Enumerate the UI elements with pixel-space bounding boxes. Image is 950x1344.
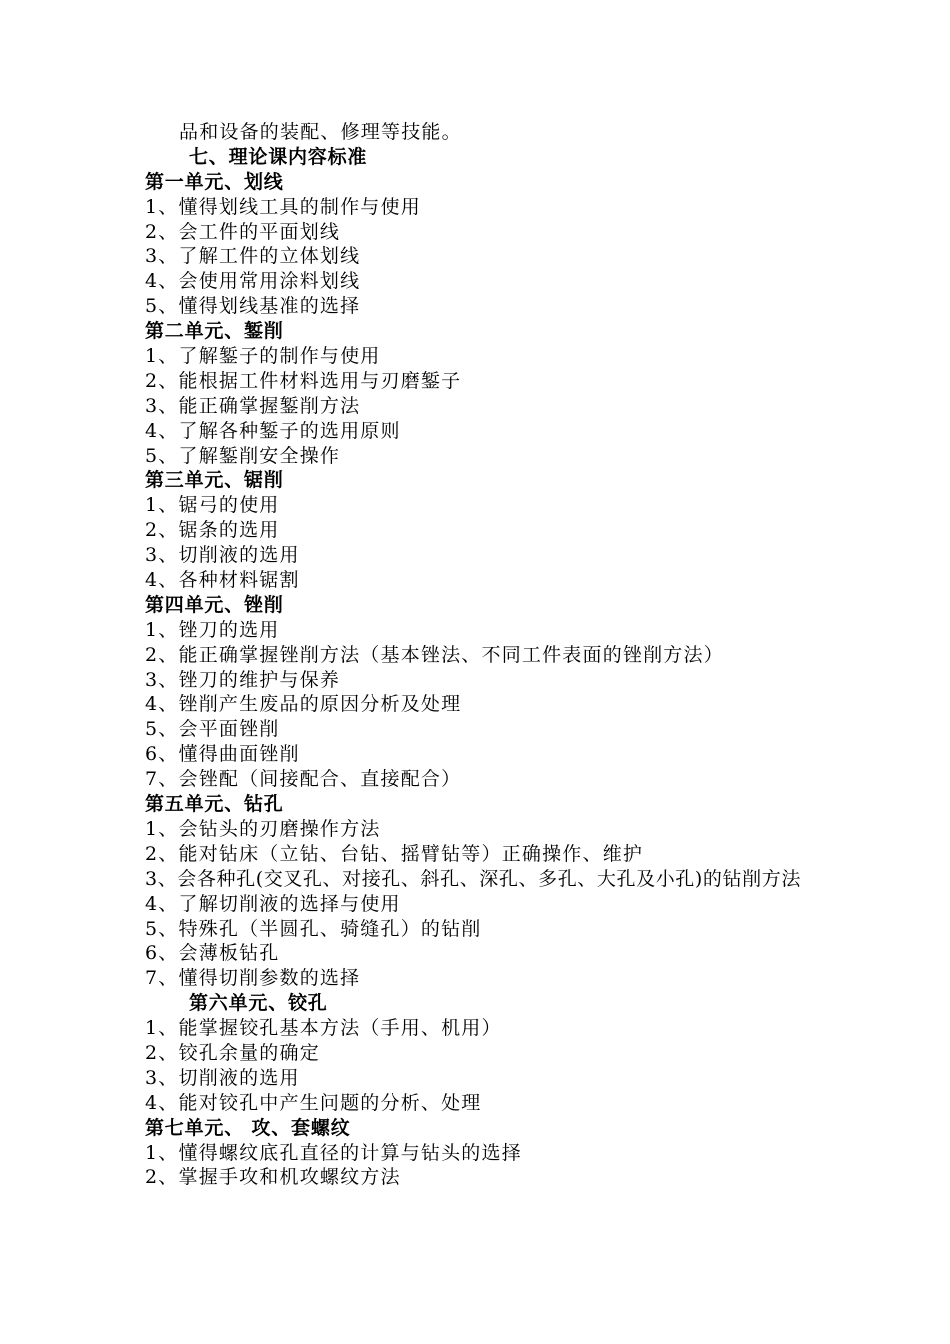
- unit-heading: 第二单元、錾削: [145, 320, 284, 343]
- list-item: 2、能对钻床（立钻、台钻、摇臂钻等）正确操作、维护: [145, 842, 644, 865]
- list-item: 5、了解錾削安全操作: [145, 444, 341, 467]
- list-item: 3、会各种孔(交叉孔、对接孔、斜孔、深孔、多孔、大孔及小孔)的钻削方法: [145, 867, 801, 890]
- list-item: 1、懂得螺纹底孔直径的计算与钻头的选择: [145, 1141, 522, 1164]
- list-item: 2、掌握手攻和机攻螺纹方法: [145, 1166, 401, 1189]
- list-item: 3、切削液的选用: [145, 1066, 300, 1089]
- list-item: 3、了解工件的立体划线: [145, 245, 361, 268]
- list-item: 6、会薄板钻孔: [145, 942, 280, 965]
- document-body: [145, 120, 815, 1190]
- unit-heading: 第五单元、钻孔: [145, 793, 284, 816]
- list-item: 4、锉削产生废品的原因分析及处理: [145, 693, 462, 716]
- unit-heading: 第七单元、 攻、套螺纹: [145, 1116, 351, 1139]
- list-item: 1、懂得划线工具的制作与使用: [145, 195, 421, 218]
- list-item: 1、锉刀的选用: [145, 618, 280, 641]
- list-item: 4、了解切削液的选择与使用: [145, 892, 401, 915]
- list-item: 3、能正确掌握錾削方法: [145, 394, 361, 417]
- list-item: 6、懂得曲面锉削: [145, 743, 300, 766]
- list-item: 4、了解各种錾子的选用原则: [145, 419, 401, 442]
- list-item: 5、会平面锉削: [145, 718, 280, 741]
- unit-heading: 第三单元、锯削: [145, 469, 284, 492]
- list-item: 3、切削液的选用: [145, 544, 300, 567]
- section-heading: 七、理论课内容标准: [189, 145, 368, 168]
- list-item: 5、特殊孔（半圆孔、骑缝孔）的钻削: [145, 917, 482, 940]
- list-item: 4、会使用常用涂料划线: [145, 270, 361, 293]
- list-item: 2、锯条的选用: [145, 519, 280, 542]
- unit-heading: 第六单元、铰孔: [189, 992, 328, 1015]
- list-item: 5、懂得划线基准的选择: [145, 295, 361, 318]
- list-item: 1、会钻头的刃磨操作方法: [145, 817, 381, 840]
- unit-heading: 第一单元、划线: [145, 170, 284, 193]
- list-item: 7、懂得切削参数的选择: [145, 967, 361, 990]
- list-item: 1、锯弓的使用: [145, 494, 280, 517]
- list-item: 2、能正确掌握锉削方法（基本锉法、不同工件表面的锉削方法）: [145, 643, 724, 666]
- paragraph-continuation: 品和设备的装配、修理等技能。: [179, 121, 462, 143]
- list-item: 1、能掌握铰孔基本方法（手用、机用）: [145, 1017, 502, 1040]
- list-item: 2、能根据工件材料选用与刃磨錾子: [145, 369, 462, 392]
- list-item: 3、锉刀的维护与保养: [145, 668, 341, 691]
- list-item: 4、能对铰孔中产生问题的分析、处理: [145, 1091, 482, 1114]
- list-item: 1、了解錾子的制作与使用: [145, 345, 381, 368]
- unit-heading: 第四单元、锉削: [145, 593, 284, 616]
- list-item: 4、各种材料锯割: [145, 569, 300, 592]
- list-item: 2、会工件的平面划线: [145, 220, 341, 243]
- list-item: 7、会锉配（间接配合、直接配合）: [145, 768, 462, 791]
- list-item: 2、铰孔余量的确定: [145, 1041, 320, 1064]
